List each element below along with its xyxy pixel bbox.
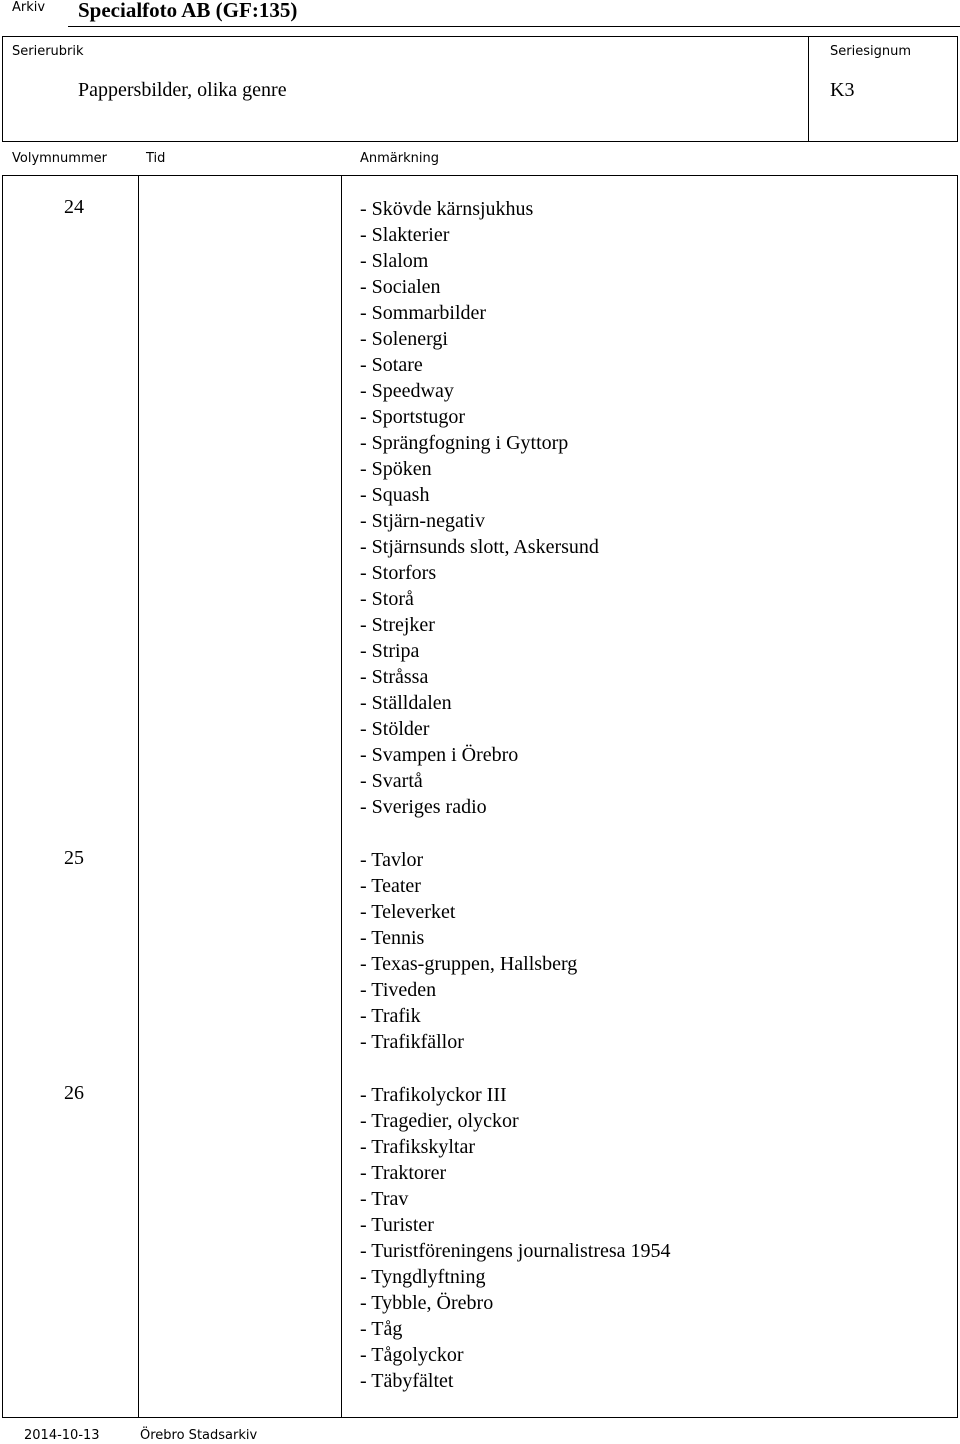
list-item: - Täbyfältet — [360, 1370, 454, 1392]
list-item: - Tennis — [360, 927, 425, 949]
column-header-volume: Volymnummer — [12, 151, 107, 166]
column-divider-volume — [138, 175, 139, 1418]
list-item: - Tyngdlyftning — [360, 1266, 486, 1288]
list-item: - Sveriges radio — [360, 796, 487, 818]
column-divider-time — [341, 175, 342, 1418]
list-item: - Stölder — [360, 718, 430, 740]
archive-label: Arkiv — [12, 0, 46, 15]
column-header-remark: Anmärkning — [360, 151, 439, 166]
column-header-time: Tid — [146, 151, 166, 166]
list-item: - Turistföreningens journalistresa 1954 — [360, 1240, 671, 1262]
list-item: - Storfors — [360, 562, 437, 584]
list-item: - Televerket — [360, 901, 456, 923]
volume-number: 25 — [64, 847, 84, 869]
list-item: - Sommarbilder — [360, 302, 487, 324]
list-item: - Stråssa — [360, 666, 429, 688]
list-item: - Turister — [360, 1214, 434, 1236]
series-signum-value: K3 — [830, 79, 855, 101]
list-item: - Tybble, Örebro — [360, 1292, 494, 1314]
list-item: - Storå — [360, 588, 414, 610]
list-item: - Socialen — [360, 276, 441, 298]
list-item: - Texas-gruppen, Hallsberg — [360, 953, 578, 975]
list-item: - Speedway — [360, 380, 454, 402]
list-item: - Slakterier — [360, 224, 450, 246]
list-item: - Sprängfogning i Gyttorp — [360, 432, 569, 454]
list-item: - Stripa — [360, 640, 420, 662]
list-item: - Strejker — [360, 614, 435, 636]
list-item: - Trafikolyckor III — [360, 1084, 507, 1106]
list-item: - Skövde kärnsjukhus — [360, 198, 534, 220]
volume-number: 24 — [64, 196, 84, 218]
list-item: - Solenergi — [360, 328, 448, 350]
archive-title: Specialfoto AB (GF:135) — [78, 0, 298, 22]
list-item: - Trafikfällor — [360, 1031, 464, 1053]
list-item: - Trafik — [360, 1005, 421, 1027]
list-item: - Tiveden — [360, 979, 437, 1001]
list-item: - Squash — [360, 484, 430, 506]
list-item: - Spöken — [360, 458, 432, 480]
volume-entry-list — [360, 1082, 671, 1394]
footer-date: 2014-10-13 — [24, 1428, 100, 1443]
list-item: - Tågolyckor — [360, 1344, 464, 1366]
series-signum-label: Seriesignum — [830, 44, 911, 59]
footer-archive-name: Örebro Stadsarkiv — [140, 1428, 258, 1443]
list-item: - Slalom — [360, 250, 429, 272]
series-rubric-value: Pappersbilder, olika genre — [78, 79, 287, 101]
series-rubric-label: Serierubrik — [12, 44, 84, 59]
list-item: - Tragedier, olyckor — [360, 1110, 519, 1132]
volume-entry-list — [360, 196, 599, 820]
title-rule — [68, 26, 960, 27]
list-item: - Ställdalen — [360, 692, 452, 714]
list-item: - Sportstugor — [360, 406, 465, 428]
series-header-divider — [808, 36, 809, 142]
list-item: - Sotare — [360, 354, 423, 376]
list-item: - Trafikskyltar — [360, 1136, 475, 1158]
list-item: - Svartå — [360, 770, 423, 792]
list-item: - Svampen i Örebro — [360, 744, 519, 766]
volume-number: 26 — [64, 1082, 84, 1104]
list-item: - Stjärn-negativ — [360, 510, 485, 532]
list-item: - Stjärnsunds slott, Askersund — [360, 536, 599, 558]
list-item: - Tåg — [360, 1318, 403, 1340]
list-item: - Trav — [360, 1188, 409, 1210]
volume-entry-list — [360, 847, 577, 1055]
list-item: - Traktorer — [360, 1162, 447, 1184]
list-item: - Tavlor — [360, 849, 424, 871]
list-item: - Teater — [360, 875, 421, 897]
